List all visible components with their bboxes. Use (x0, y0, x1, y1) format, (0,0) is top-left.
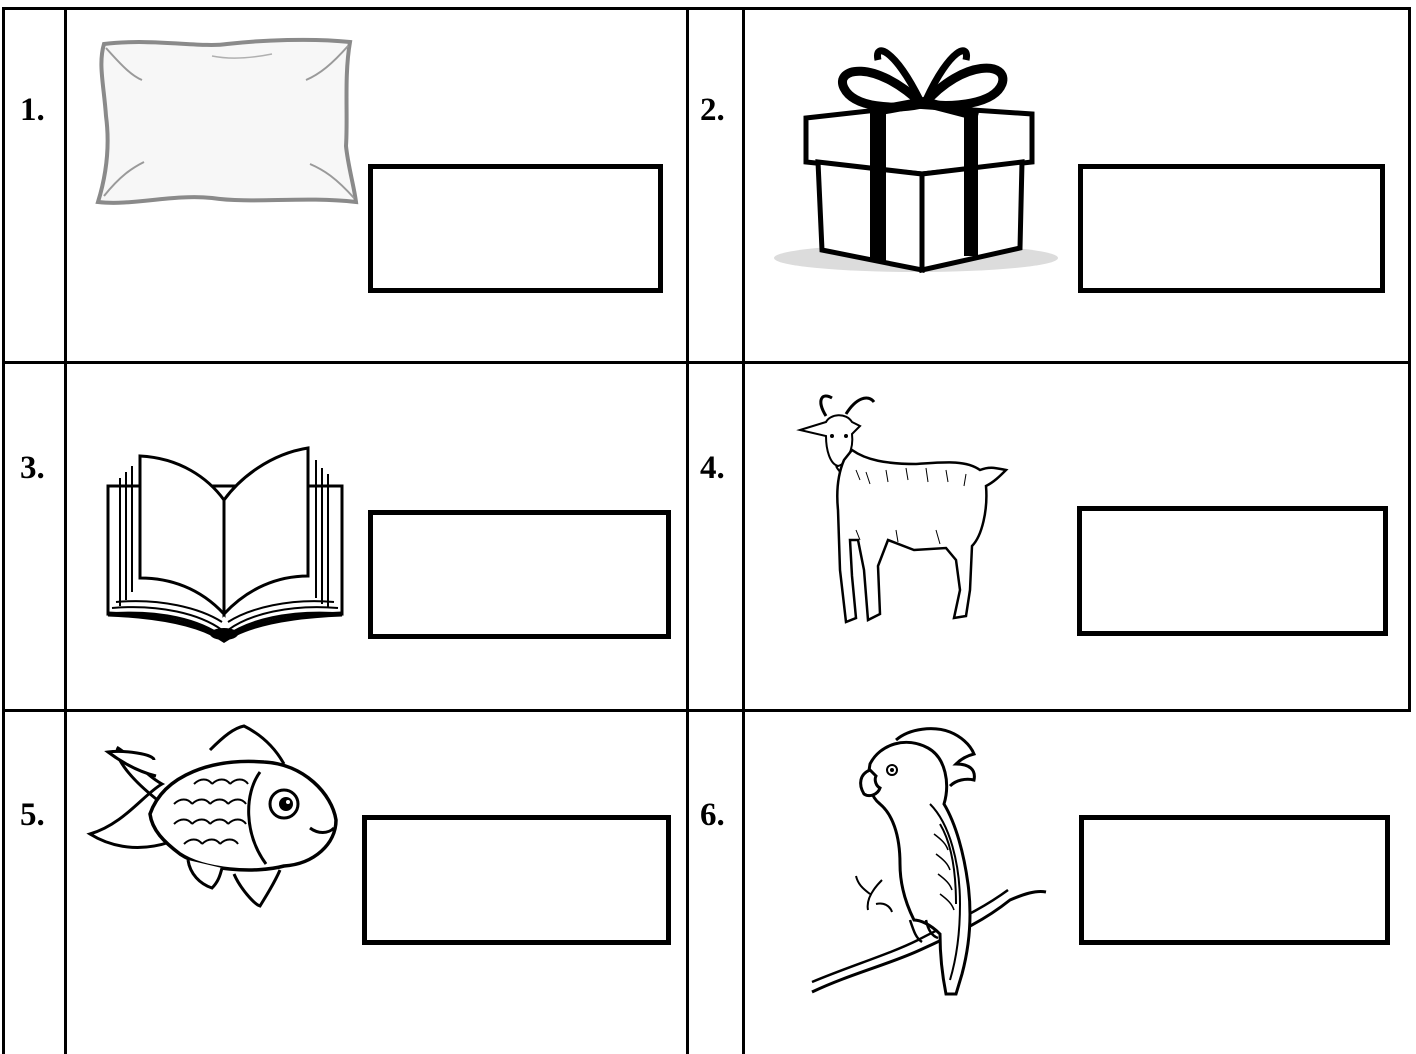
item-number-5: 5. (20, 797, 45, 833)
item-number-4: 4. (700, 450, 725, 486)
answer-box-1[interactable] (368, 164, 663, 293)
grid-line-row2 (2, 709, 1411, 712)
answer-box-2[interactable] (1078, 164, 1385, 293)
item-number-1: 1. (20, 92, 45, 128)
grid-line-num-col-right (742, 7, 745, 1054)
item-number-3: 3. (20, 450, 45, 486)
item-number-2: 2. (700, 92, 725, 128)
grid-line-mid-left (686, 7, 689, 1054)
answer-box-5[interactable] (362, 815, 671, 945)
gift-box-icon (774, 38, 1064, 276)
open-book-icon (100, 438, 350, 644)
grid-line-left (2, 7, 5, 1054)
goat-icon (796, 390, 1010, 630)
grid-line-num-col-left (64, 7, 67, 1054)
fish-icon (84, 724, 340, 908)
pillow-icon (92, 36, 362, 208)
grid-line-top (2, 7, 1411, 10)
answer-box-3[interactable] (368, 510, 671, 639)
answer-box-4[interactable] (1077, 506, 1388, 636)
answer-box-6[interactable] (1079, 815, 1390, 945)
item-number-6: 6. (700, 797, 725, 833)
grid-line-right (1408, 7, 1411, 710)
cockatoo-icon (810, 724, 1048, 1000)
grid-line-row1 (2, 361, 1411, 364)
